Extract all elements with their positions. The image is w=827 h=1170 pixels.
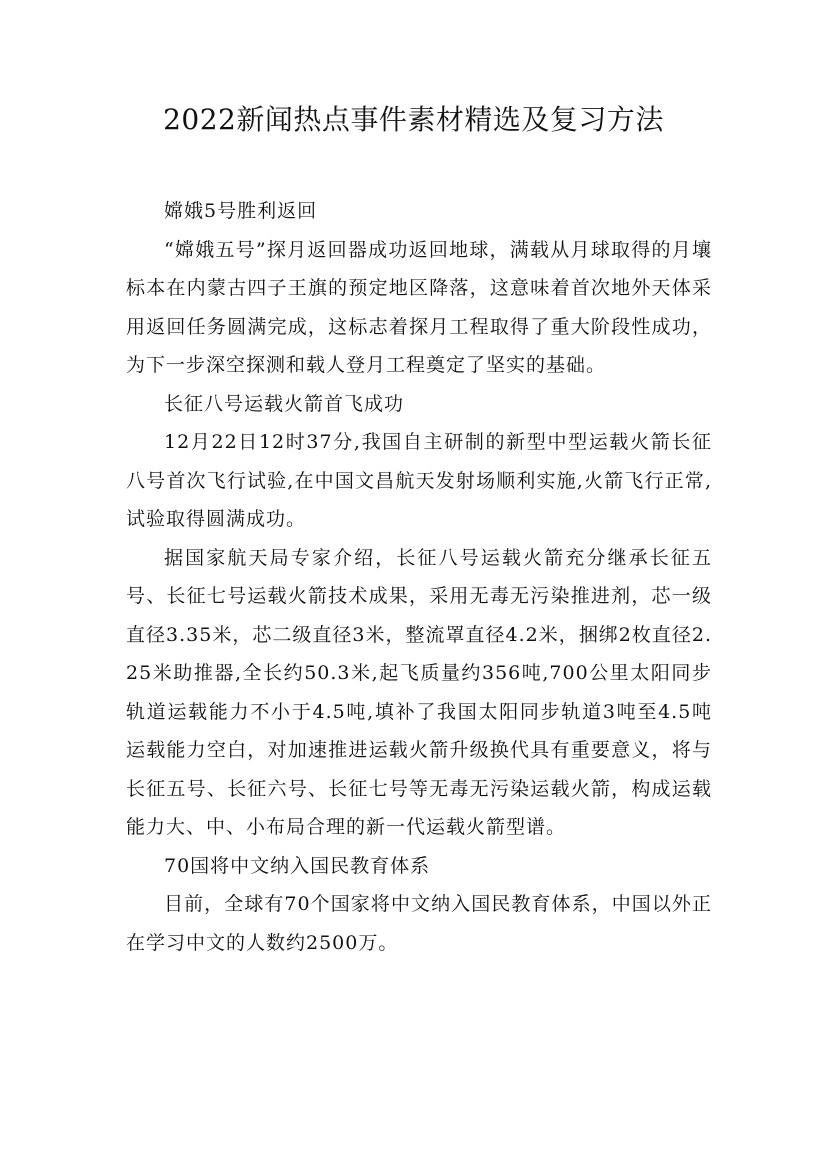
document-title: 2022新闻热点事件素材精选及复习方法 (163, 103, 664, 136)
section-heading-chinese-education: 70国将中文纳入国民教育体系 (164, 854, 431, 877)
document-body (126, 192, 712, 962)
paragraph-long-march-8-details: 据国家航天局专家介绍，长征八号运载火箭充分继承长征五号、长征七号运载火箭技术成果，采用无毒无污染推进剂，芯一级直径3.35米，芯二级直径3米，整流罩直径4.2米，捆绑2枚直径2.25米助推器,全长约50.3米,起飞质量约356吨,700公里太阳同步轨道运载能力不小于4.5吨,填补了我国太阳同步轨道3吨至4.5吨运载能力空白，对加速推进运载火箭升级换代具有重要意义，将与长征五号、长征六号、长征七号等无毒无污染运载火箭，构成运载能力大、中、小布局合理的新一代运载火箭型谱。 (126, 546, 712, 838)
paragraph-chinese-education: 目前，全球有70个国家将中文纳入国民教育体系，中国以外正在学习中文的人数约2500万。 (126, 893, 712, 954)
section-heading-long-march-8: 长征八号运载火箭首飞成功 (164, 392, 405, 415)
paragraph-change5-return: “嫦娥五号”探月返回器成功返回地球，满载从月球取得的月壤标本在内蒙古四子王旗的预定地区降落，这意味着首次地外天体采用返回任务圆满完成，这标志着探月工程取得了重大阶段性成功，为下一步深空探测和载人登月工程奠定了坚实的基础。 (126, 238, 712, 376)
paragraph-long-march-8-launch: 12月22日12时37分,我国自主研制的新型中型运载火箭长征八号首次飞行试验,在中国文昌航天发射场顺利实施,火箭飞行正常,试验取得圆满成功。 (126, 431, 712, 530)
section-heading-change5: 嫦娥5号胜利返回 (164, 200, 318, 222)
